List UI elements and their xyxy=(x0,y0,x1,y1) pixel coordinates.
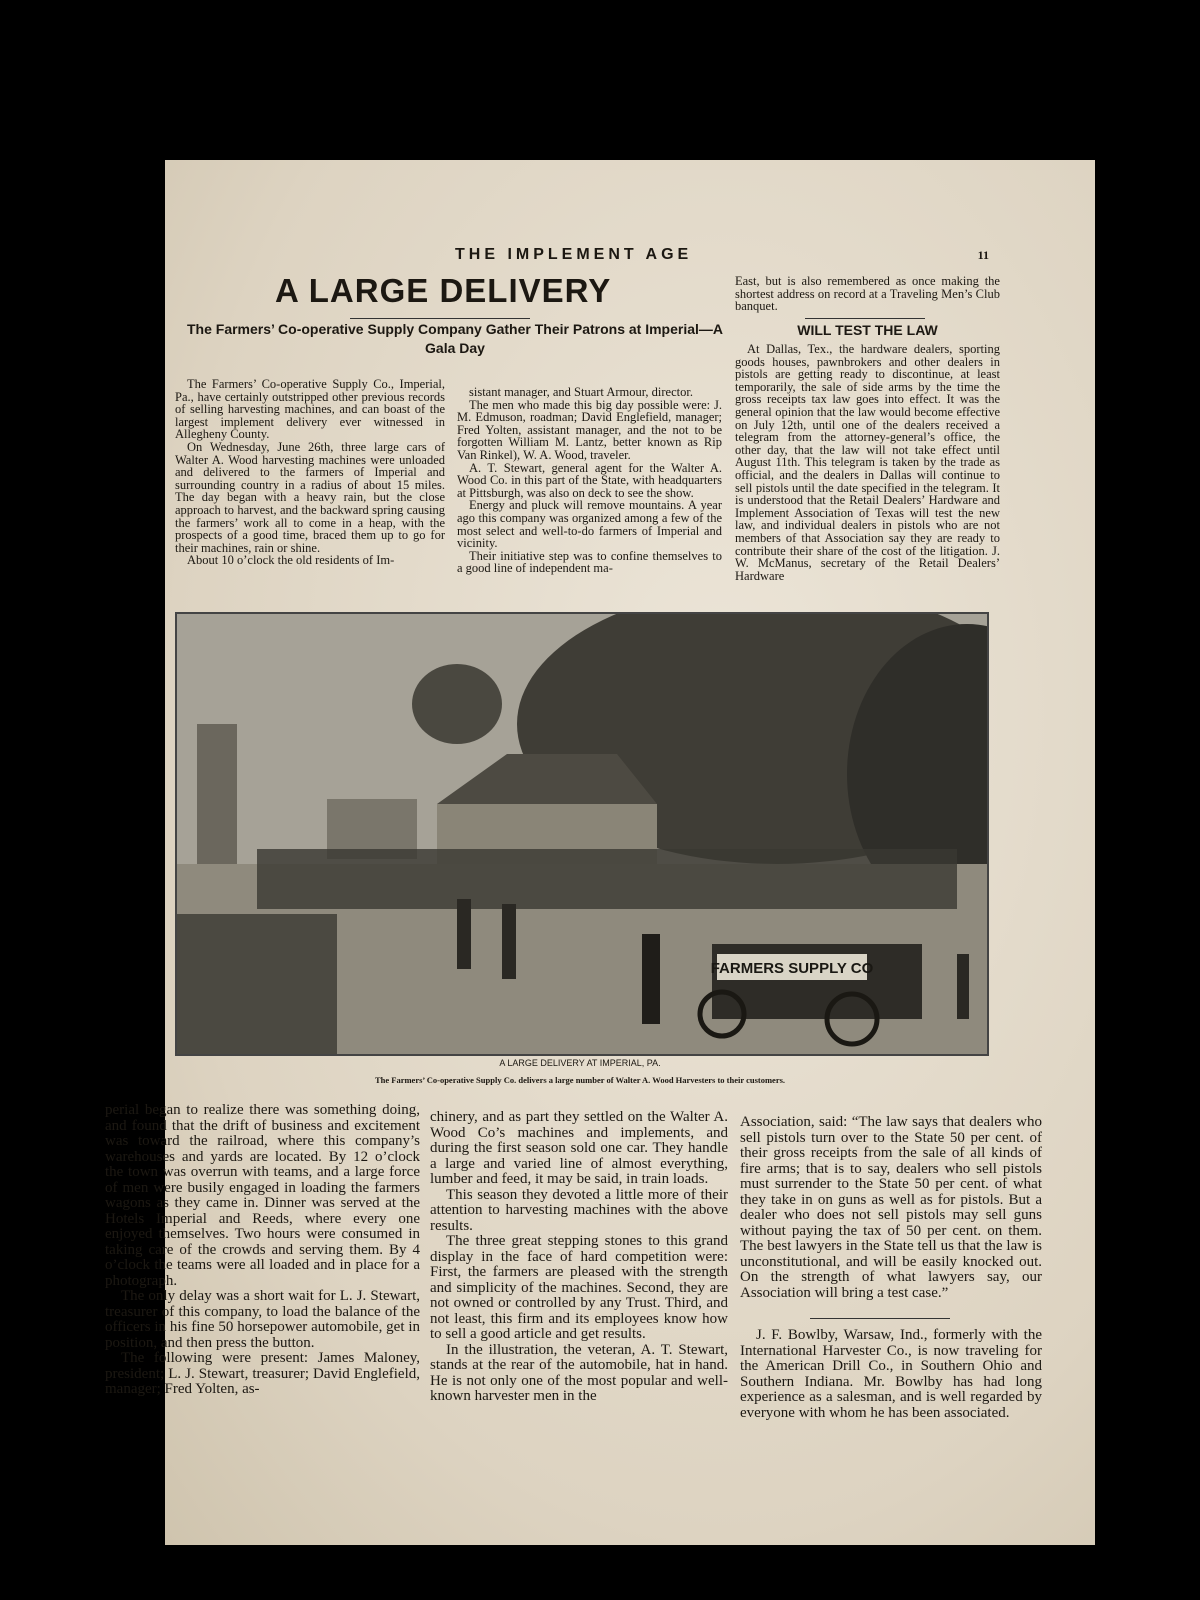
paragraph: Energy and pluck will remove mountains. A year ago this company was organized among a few of the most select and well-to-do farmers of Imperial and vicinity. xyxy=(457,498,722,551)
paragraph: Their initiative step was to confine themselves to a good line of independent ma- xyxy=(457,548,722,576)
side-article: At Dallas, Tex., the hardware dealers, sporting goods houses, pawnbrokers and other dealers in pistols are getting ready to discontinue, at least temporarily, the sale of side arms by the time the gross receipts tax law goes into effect. It was the general opinion that the law would become effective on July 12th, until one of the dealers received a telegram from the attorney-general’s office, the other day, that the law will not take effect until August 11th. This telegram is taken by the trade as official, and the dealers in Dallas will continue to sell pistols until the date specified in the telegram. It is understood that the Retail Dealers’ Hardware and Implement Association of Texas will test the new law, and individual dealers in pistols who are not members of that Association say they are ready to contribute their share of the cost of the litigation. J. W. McManus, secretary of the Retail Dealers’ Hardware xyxy=(735,342,1000,583)
paragraph: The only delay was a short wait for L. J. Stewart, treasurer of this company, to load the balance of the officers in his fine 50 horsepower automobile, get in position, and then press the button. xyxy=(105,1288,420,1351)
divider xyxy=(805,318,925,319)
article-column-1 xyxy=(175,378,445,567)
lower-column-3-note: J. F. Bowlby, Warsaw, Ind., formerly with the International Harvester Co., is now traveling for the American Drill Co., in Southern Ohio and Southern Indiana. Mr. Bowlby has had long experience as a salesman, and is well regarded by everyone with whom he has been associated. xyxy=(740,1327,1042,1421)
paragraph: The Farmers’ Co-operative Supply Co., Imperial, Pa., have certainly outstripped other previous records of selling harvesting machines, and can boast of the largest implement delivery ever witnessed in Allegheny County. xyxy=(175,377,445,442)
paragraph: chinery, and as part they settled on the Walter A. Wood Co’s machines and implements, and during the first season sold one car. They handle a large and varied line of almost everything, lumber and feed, it may be said, in train loads. xyxy=(430,1109,728,1187)
paragraph: The men who made this big day possible were: J. M. Edmuson, roadman; David Englefield, manager; Fred Yolten, assistant manager, and the not to be forgotten William M. Lantz, better known as Rip Van Rinkel), W. A. Wood, traveler. xyxy=(457,397,722,462)
photo-caption: A LARGE DELIVERY AT IMPERIAL, PA. xyxy=(499,1058,661,1068)
photo-scene xyxy=(177,614,987,1054)
masthead: THE IMPLEMENT AGE xyxy=(455,246,693,263)
paragraph: In the illustration, the veteran, A. T. Stewart, stands at the rear of the automobile, hat in hand. He is not only one of the most popular and well-known harvester men in the xyxy=(430,1341,728,1404)
photo-subcaption: The Farmers’ Co-operative Supply Co. delivers a large number of Walter A. Wood Harvesters to their customers. xyxy=(374,1075,786,1085)
delivery-photograph xyxy=(175,612,989,1056)
lower-column-2 xyxy=(430,1110,728,1405)
article-column-2 xyxy=(457,386,722,575)
divider xyxy=(350,318,530,319)
paragraph: About 10 o’clock the old residents of Im- xyxy=(187,553,395,568)
divider xyxy=(810,1318,950,1319)
side-headline: WILL TEST THE LAW xyxy=(797,322,938,338)
side-column-top: East, but is also remembered as once making the shortest address on record at a Traveling Men’s Club banquet. xyxy=(735,274,1000,314)
paragraph: On Wednesday, June 26th, three large cars of Walter A. Wood harvesting machines were unloaded and delivered to the farmers of Imperial and surrounding country in a radius of about 15 miles. The day began with a heavy rain, but the close approach to harvest, and the backward spring causing the farmers’ work all to come in a heap, with the prospects of a good time, braced them up to go for their machines, rain or shine. xyxy=(175,439,445,555)
photo-sign-text: FARMERS SUPPLY CO xyxy=(710,960,874,977)
headline: A LARGE DELIVERY xyxy=(275,272,612,309)
lower-column-3: Association, said: “The law says that dealers who sell pistols turn over to the State 50 per cent. of their gross receipts from the sale of all kinds of fire arms; that is to say, dealers who sell pistols must surrender to the State 50 per cent. of what they take in on guns as well as for pistols. But a dealer who does not sell pistols may sell guns without paying the tax of 50 per cent. on them. The best lawyers in the State tell us that the law is unconstitutional, and will be easily knocked out. On the strength of what lawyers say, our Association will bring a test case.” xyxy=(740,1114,1042,1301)
lower-column-1 xyxy=(105,1103,420,1398)
paragraph: The following were present: James Maloney, president; L. J. Stewart, treasurer; David Englefield, manager; Fred Yolten, as- xyxy=(105,1350,420,1397)
page-number: 11 xyxy=(977,248,989,262)
paragraph: The three great stepping stones to this grand display in the face of hard competition were: First, the farmers are pleased with the strength and simplicity of the machines. Second, they are not owned or controlled by any Trust. Third, and not least, this firm and its employees know how to sell a good article and get results. xyxy=(430,1233,728,1342)
paragraph: sistant manager, and Stuart Armour, director. xyxy=(469,385,693,399)
paragraph: perial began to realize there was something doing, and found that the drift of business and excitement was toward the railroad, where this company’s warehouses and yards are located. By 12 o’clock the town was overrun with teams, and a large force of men were busily engaged in loading the farmers wagons as they came in. Dinner was served at the Hotels Imperial and Reeds, where every one enjoyed themselves. Two hours were consumed in taking care of the crowds and serving them. By 4 o’clock the teams were all loaded and in place for a photograph. xyxy=(105,1102,420,1289)
subheadline: The Farmers’ Co-operative Supply Company Gather Their Patrons at Imperial—A Gala Day xyxy=(186,321,724,356)
paragraph: This season they devoted a little more of their attention to harvesting machines with the above results. xyxy=(430,1186,728,1234)
paragraph: A. T. Stewart, general agent for the Walter A. Wood Co. in this part of the State, with headquarters at Pittsburgh, was also on deck to see the show. xyxy=(457,460,722,500)
